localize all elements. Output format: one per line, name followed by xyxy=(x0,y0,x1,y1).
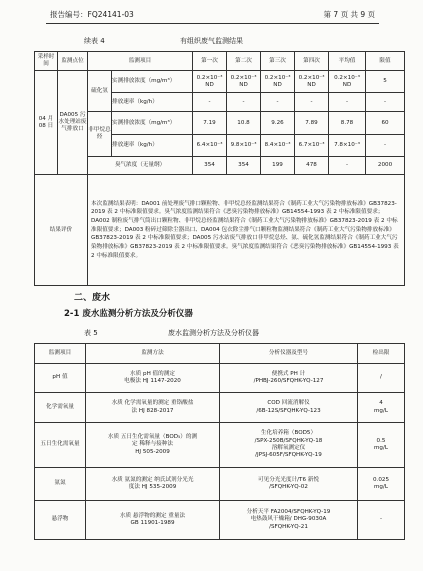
wastewater-methods-table xyxy=(34,343,405,540)
conclusion-text: 本次监测结果表明：DA001 前处理废气排口颗粒物、非甲烷总烃监测结果符合《制药工业大气污染物排放标准》GB37823-2019 表 2 中标准限值要求。臭气浓度监测结果符合《恶臭污染物排放标准》GB14554-1993 表 2 中标准限值要求；DA002 制粒废气排气筒出口颗粒物、非甲烷总烃监测结果符合《制药工业大气污染物排放标准》GB37823-2019 表 2 中标准限值要求；DA003 粉碎过筛除尘器出口、DA004 包衣除尘排气口颗粒物监测结果符合《制药工业大气污染物排放标准》GB37823-2019 表 2 中标准限值要求；DA005 污水站废气排放口非甲烷总烃、氨、硫化氢监测结果符合《制药工业大气污染物排放标准》GB37823-2019 表 2 中标准限值要求。臭气浓度监测结果符合《恶臭污染物排放标准》GB14554-1993 表 2 中标准限值要求。 xyxy=(88,175,405,286)
detection-limit-cell: 4 mg/L xyxy=(358,393,405,423)
table-row xyxy=(35,468,405,501)
item-cell: 五日生化需氧量 xyxy=(35,423,86,468)
nmhc-conc-2: 10.8 xyxy=(227,112,261,135)
table-row xyxy=(35,71,405,93)
nmhc-rate-4: 6.7×10⁻³ xyxy=(295,135,329,157)
monitoring-point-cell: DA005 污水处理站废气排放口 xyxy=(58,71,88,175)
header-first: 第一次 xyxy=(193,52,227,71)
table5-label: 表 5 xyxy=(84,329,98,337)
h2s-conc-1: 0.2×10⁻³ ND xyxy=(193,71,227,93)
nmhc-rate-3: 8.4×10⁻³ xyxy=(261,135,295,157)
nmhc-rate-limit: - xyxy=(366,135,405,157)
table-row xyxy=(35,112,405,135)
detection-limit-cell: 0.5 mg/L xyxy=(358,423,405,468)
table-row xyxy=(35,157,405,175)
page-header xyxy=(50,6,375,22)
h2s-rate-1: - xyxy=(193,93,227,112)
h2s-conc-limit: 5 xyxy=(366,71,405,93)
table-row xyxy=(35,423,405,468)
header-third: 第三次 xyxy=(261,52,295,71)
table-header-row xyxy=(35,344,405,364)
table-row xyxy=(35,393,405,423)
table-continued-label: 续表 4 xyxy=(84,37,105,45)
nmhc-rate-1: 6.4×10⁻³ xyxy=(193,135,227,157)
section-wastewater-title: 二、废水 xyxy=(74,293,111,303)
nmhc-conc-label: 实测排放浓度（mg/m³） xyxy=(112,112,193,135)
sampling-date-cell: 04 月 08 日 xyxy=(35,71,58,175)
header-monitoring-point: 监测点位 xyxy=(58,52,88,71)
item-cell: 化学需氧量 xyxy=(35,393,86,423)
wastewater-methods-body xyxy=(35,364,405,540)
instrument-cell: 便携式 PH 计 /PHBJ-260/SFQHK-YQ-127 xyxy=(220,364,358,393)
header-divider xyxy=(46,23,379,24)
item-cell: pH 值 xyxy=(35,364,86,393)
instrument-cell: 分析天平 FA2004/SFQHK-YQ-19 电热鼓风干燥箱/ DHG-9030A /SFQHK-YQ-21 xyxy=(220,501,358,540)
nmhc-conc-limit: 60 xyxy=(366,112,405,135)
nmhc-rate-2: 9.8×10⁻³ xyxy=(227,135,261,157)
odor-4: 478 xyxy=(295,157,329,175)
h2s-rate-2: - xyxy=(227,93,261,112)
conclusion-row xyxy=(35,175,405,286)
detection-limit-cell: 0.025 mg/L xyxy=(358,468,405,501)
exhaust-gas-results-table xyxy=(34,51,405,286)
h2s-rate-label: 排放速率（kg/h） xyxy=(112,93,193,112)
h2s-rate-3: - xyxy=(261,93,295,112)
nmhc-rate-label: 排放速率（kg/h） xyxy=(112,135,193,157)
nmhc-conc-3: 9.26 xyxy=(261,112,295,135)
header-method: 监测方法 xyxy=(86,344,220,364)
h2s-conc-label: 实测排放浓度（mg/m³） xyxy=(112,71,193,93)
header-detection-limit: 检出限 xyxy=(358,344,405,364)
header-fourth: 第四次 xyxy=(295,52,329,71)
nmhc-conc-4: 7.89 xyxy=(295,112,329,135)
item-cell: 氨氮 xyxy=(35,468,86,501)
header-second: 第二次 xyxy=(227,52,261,71)
section-wastewater-methods-title: 2-1 废水监测分析方法及分析仪器 xyxy=(64,309,193,319)
header-limit: 限值 xyxy=(366,52,405,71)
h2s-conc-2: 0.2×10⁻³ ND xyxy=(227,71,261,93)
instrument-cell: 可见分光光度计/T6 新悦 /SFQHK-YQ-02 xyxy=(220,468,358,501)
table-caption: 有组织废气监测结果 xyxy=(180,37,243,45)
h2s-conc-avg: 0.2×10⁻³ ND xyxy=(329,71,366,93)
method-cell: 水质 pH 值的测定 电极法 HJ 1147-2020 xyxy=(86,364,220,393)
h2s-rate-limit: - xyxy=(366,93,405,112)
method-cell: 水质 氨氮的测定 纳氏试剂分光光 度法 HJ 535-2009 xyxy=(86,468,220,501)
h2s-rate-avg: - xyxy=(329,93,366,112)
conclusion-label: 结果评价 xyxy=(35,175,88,286)
page-number: 第 7 页 共 9 页 xyxy=(323,9,375,19)
detection-limit-cell: / xyxy=(358,364,405,393)
item-cell: 悬浮物 xyxy=(35,501,86,540)
nmhc-name-cell: 非甲烷总烃 xyxy=(88,112,112,157)
method-cell: 水质 化学需氧量的测定 重铬酸盐 法 HJ 828-2017 xyxy=(86,393,220,423)
header-item: 监测项目 xyxy=(35,344,86,364)
method-cell: 水质 五日生化需氧量（BOD₅）的测 定 稀释与接种法 HJ 505-2009 xyxy=(86,423,220,468)
method-cell: 水质 悬浮物的测定 重量法 GB 11901-1989 xyxy=(86,501,220,540)
header-monitoring-item: 监测项目 xyxy=(88,52,193,71)
odor-limit: 2000 xyxy=(366,157,405,175)
report-number: 报告编号：FQ24141-03 xyxy=(50,9,134,19)
odor-label: 臭气浓度（无量纲） xyxy=(88,157,193,175)
header-instrument: 分析仪器及型号 xyxy=(220,344,358,364)
odor-3: 199 xyxy=(261,157,295,175)
table-header-row xyxy=(35,52,405,71)
header-average: 平均值 xyxy=(329,52,366,71)
h2s-name-cell: 硫化氢 xyxy=(88,71,112,112)
h2s-conc-3: 0.2×10⁻³ ND xyxy=(261,71,295,93)
detection-limit-cell: - xyxy=(358,501,405,540)
instrument-cell: COD 回流消解仪 /6B-12S/SFQHK-YQ-123 xyxy=(220,393,358,423)
h2s-conc-4: 0.2×10⁻³ ND xyxy=(295,71,329,93)
nmhc-conc-1: 7.19 xyxy=(193,112,227,135)
header-sampling-time: 采样时间 xyxy=(35,52,58,71)
h2s-rate-4: - xyxy=(295,93,329,112)
instrument-cell: 生化培养箱（BOD5） /SPX-250B/SFQHK-YQ-18 溶解氧测定仪 /JPSJ-605F/SFQHK-YQ-19 xyxy=(220,423,358,468)
table-row xyxy=(35,501,405,540)
odor-1: 354 xyxy=(193,157,227,175)
nmhc-rate-avg: 7.8×10⁻³ xyxy=(329,135,366,157)
table-row xyxy=(35,364,405,393)
odor-avg: - xyxy=(329,157,366,175)
odor-2: 354 xyxy=(227,157,261,175)
table5-caption: 废水监测分析方法及分析仪器 xyxy=(168,329,259,337)
nmhc-conc-avg: 8.78 xyxy=(329,112,366,135)
